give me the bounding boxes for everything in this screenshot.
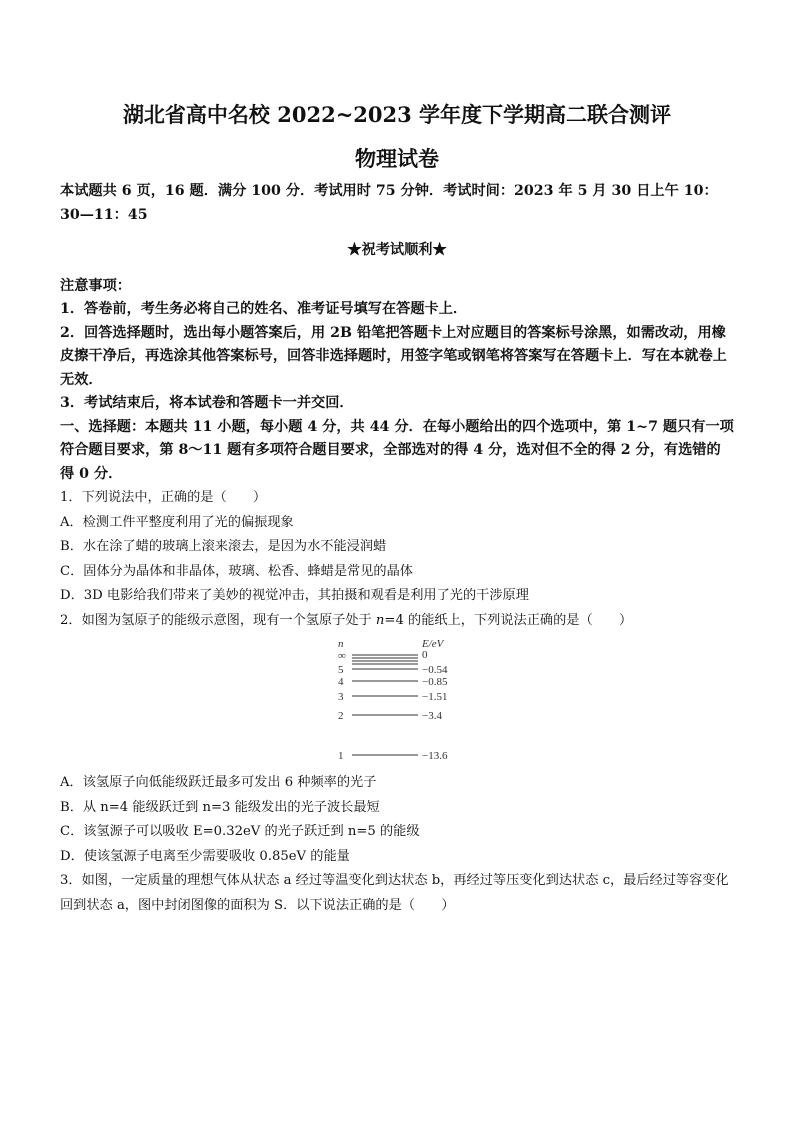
question-1-option: D．3D 电影给我们带来了美妙的视觉冲击，其拍摄和观看是利用了光的干涉原理 [60,588,529,603]
level-n-label: 3 [338,691,344,703]
level-n-label: 4 [338,676,344,688]
level-n-label: ∞ [338,650,346,662]
level-energy-label: −3.4 [422,710,442,722]
level-energy-label: −0.85 [422,676,448,688]
n-axis-label: n [338,638,344,650]
question-1-option: A．检测工件平整度利用了光的偏振现象 [60,514,294,530]
notice-heading: 注意事项： [60,277,131,294]
notice-item: 3．考试结束后，将本试卷和答题卡一并交回． [60,395,354,411]
level-n-label: 1 [338,750,344,762]
good-luck: ★祝考试顺利★ [347,242,447,258]
level-energy-label: −13.6 [422,750,448,762]
exam-page [60,100,734,918]
question-2-stem: 2．如图为氢原子的能级示意图，现有一个氢原子处于 n=4 的能纸上，下列说法正确的是（ ） [60,612,633,628]
question-2-option: C．该氢源子可以吸收 E=0.32eV 的光子跃迁到 n=5 的能级 [60,824,420,839]
level-n-label: 2 [338,710,344,722]
level-energy-label: −1.51 [422,691,448,703]
energy-axis-label: E/eV [422,638,444,650]
notice-item: 1．答卷前，考生务必将自己的姓名、准考证号填写在答题卡上． [60,301,468,317]
level-energy-label: 0 [422,649,428,661]
question-3-stem: 3．如图，一定质量的理想气体从状态 a 经过等温变化到达状态 b，再经过等压变化到达状态 c，最后经过等容变化回到状态 a，图中封闭图像的面积为 S．以下说法正确的是（ ） [60,873,729,913]
exam-subject: 物理试卷 [355,146,439,171]
question-1-stem: 1．下列说法中，正确的是（ ） [60,490,267,505]
question-2-option: B．从 n=4 能级跃迁到 n=3 能级发出的光子波长最短 [60,799,380,815]
notice-item: 2．回答选择题时，选出每小题答案后，用 2B 铅笔把答题卡上对应题目的答案标号涂黑，如需改动，用橡皮擦干净后，再选涂其他答案标号，回答非选择题时，用签字笔或钢笔将答案写在答题卡上．写在本就卷上无效． [60,324,727,388]
level-energy-label: −0.54 [422,664,448,676]
question-2-option: A．该氢原子向低能级跃迁最多可发出 6 种频率的光子 [60,775,377,790]
question-2-option: D．使该氢源子电离至少需要吸收 0.85eV 的能量 [60,848,350,864]
energy-level-diagram [60,637,734,771]
section-heading: 一、选择题：本题共 11 小题，每小题 4 分，共 44 分．在每小题给出的四个选项中，第 1~7 题只有一项符合题目要求，第 8～11 题有多项符合题目要求，全部选对的得 4 分，选对但不全的得 2 分，有选错的得 0 分． [60,418,734,482]
question-1-option: B．水在涂了蜡的玻璃上滚来滚去，是因为水不能浸润蜡 [60,539,387,554]
exam-info: 本试题共 6 页，16 题．满分 100 分．考试用时 75 分钟．考试时间：2023 年 5 月 30 日上午 10：30—11：45 [60,183,718,223]
exam-title: 湖北省高中名校 2022~2023 学年度下学期高二联合测评 [122,102,672,127]
question-1-option: C．固体分为晶体和非晶体，玻璃、松香、蜂蜡是常见的晶体 [60,563,413,579]
level-n-label: 5 [338,664,344,676]
